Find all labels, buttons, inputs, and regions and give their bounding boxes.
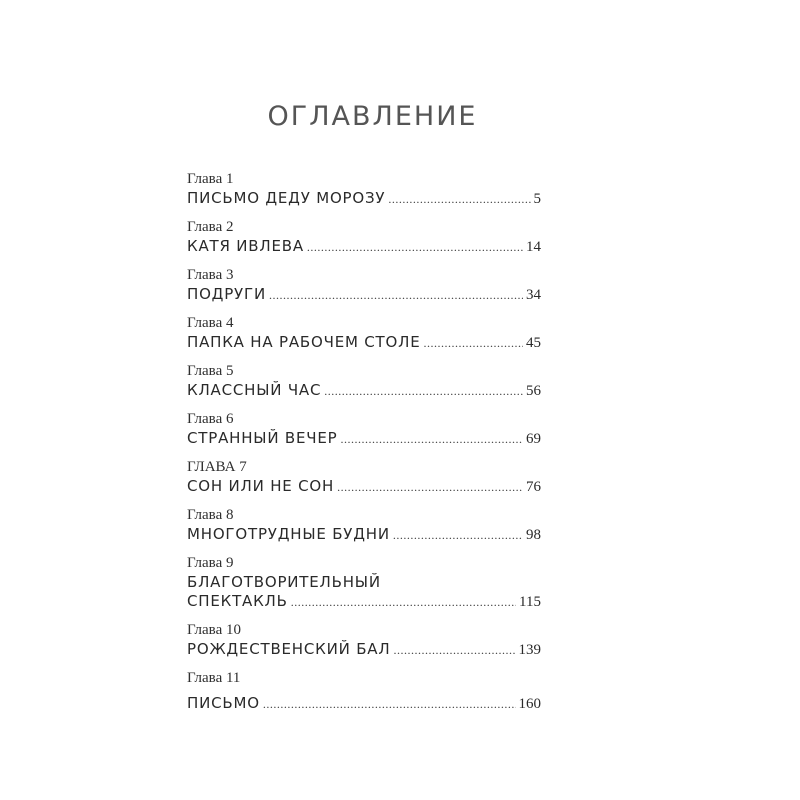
toc-heading: ОГЛАВЛЕНИЕ: [267, 101, 478, 132]
chapter-title: ПИСЬМО: [187, 694, 260, 712]
chapter-title-line: [187, 285, 541, 305]
chapter-title: ПОДРУГИ: [187, 285, 266, 303]
page-number: 69: [526, 431, 541, 447]
toc-entry: [187, 411, 541, 449]
chapter-title: ПИСЬМО ДЕДУ МОРОЗУ: [187, 189, 386, 207]
table-of-contents: [187, 171, 541, 724]
page-number: 76: [526, 479, 541, 495]
toc-entry: [187, 507, 541, 545]
dot-leader: [291, 593, 516, 612]
dot-leader: [263, 695, 516, 714]
page-number: 34: [526, 287, 541, 303]
chapter-title-line: [187, 477, 541, 497]
page-number: 56: [526, 383, 541, 399]
chapter-label: Глава 10: [187, 622, 241, 638]
chapter-title-line: [187, 189, 541, 209]
dot-leader: [393, 526, 523, 545]
toc-entry: [187, 670, 541, 714]
page-number: 139: [518, 642, 541, 658]
chapter-label: Глава 6: [187, 411, 234, 427]
page-number: 98: [526, 527, 541, 543]
chapter-title-line: [187, 381, 541, 401]
chapter-title-line: [187, 333, 541, 353]
toc-entry: [187, 459, 541, 497]
chapter-title: МНОГОТРУДНЫЕ БУДНИ: [187, 525, 390, 543]
chapter-title: РОЖДЕСТВЕНСКИЙ БАЛ: [187, 640, 391, 658]
toc-entry: [187, 622, 541, 660]
chapter-title: ПАПКА НА РАБОЧЕМ СТОЛЕ: [187, 333, 421, 351]
dot-leader: [388, 190, 530, 209]
dot-leader: [423, 334, 523, 353]
page-number: 14: [526, 239, 541, 255]
chapter-label: Глава 5: [187, 363, 234, 379]
toc-entry: [187, 315, 541, 353]
toc-entry: [187, 555, 541, 612]
page-number: 5: [533, 191, 541, 207]
dot-leader: [337, 478, 523, 497]
dot-leader: [307, 238, 523, 257]
chapter-title-line: [187, 694, 541, 714]
dot-leader: [393, 641, 515, 660]
page-number: 160: [518, 696, 541, 712]
chapter-label: ГЛАВА 7: [187, 459, 247, 475]
chapter-title-line: [187, 592, 541, 612]
chapter-title-first-line: БЛАГОТВОРИТЕЛЬНЫЙ: [187, 573, 381, 591]
chapter-label: Глава 1: [187, 171, 234, 187]
page-number: 115: [519, 594, 541, 610]
dot-leader: [341, 430, 524, 449]
chapter-label: Глава 2: [187, 219, 234, 235]
page-number: 45: [526, 335, 541, 351]
chapter-label: Глава 8: [187, 507, 234, 523]
chapter-title-line: [187, 640, 541, 660]
chapter-label: Глава 9: [187, 555, 234, 571]
chapter-title: КАТЯ ИВЛЕВА: [187, 237, 304, 255]
dot-leader: [324, 382, 523, 401]
chapter-label: Глава 11: [187, 670, 241, 686]
chapter-title-line: [187, 525, 541, 545]
chapter-title: СТРАННЫЙ ВЕЧЕР: [187, 429, 338, 447]
chapter-title: СОН ИЛИ НЕ СОН: [187, 477, 335, 495]
toc-entry: [187, 363, 541, 401]
chapter-title: СПЕКТАКЛЬ: [187, 592, 288, 610]
chapter-title: КЛАССНЫЙ ЧАС: [187, 381, 322, 399]
toc-entry: [187, 219, 541, 257]
dot-leader: [269, 286, 523, 305]
chapter-title-line: [187, 429, 541, 449]
chapter-label: Глава 3: [187, 267, 234, 283]
toc-entry: [187, 171, 541, 209]
chapter-label: Глава 4: [187, 315, 234, 331]
chapter-title-line: [187, 237, 541, 257]
toc-entry: [187, 267, 541, 305]
